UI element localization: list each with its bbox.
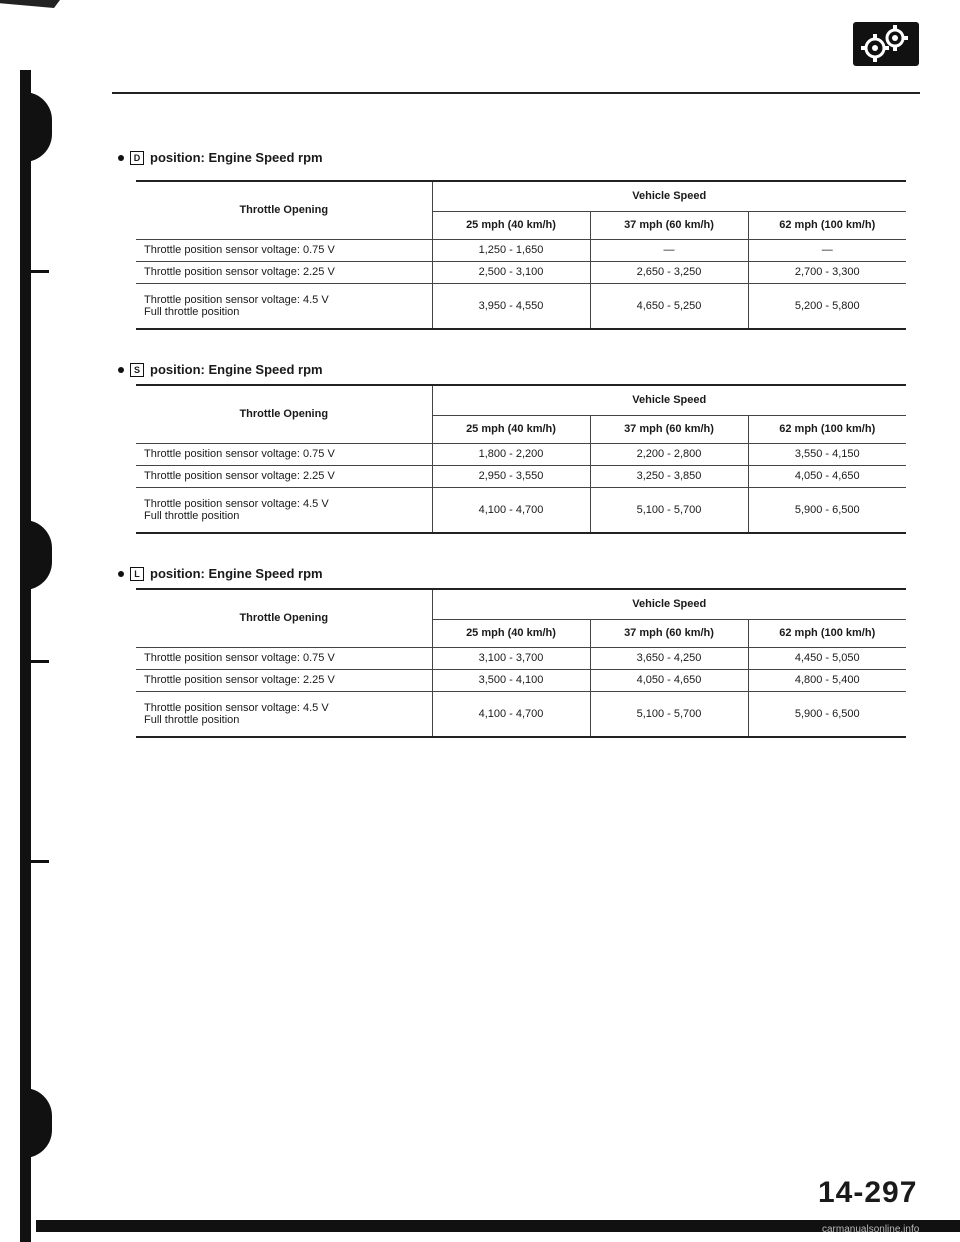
cell-value: 4,050 - 4,650 [748,465,906,487]
row-label: Throttle position sensor voltage: 0.75 V [136,239,432,261]
binding-notch [22,92,52,162]
cell-value: 2,700 - 3,300 [748,261,906,283]
row-label-line-2: Full throttle position [144,713,240,726]
row-label: Throttle position sensor voltage: 2.25 V [136,669,432,691]
cell-value: 4,100 - 4,700 [432,487,590,533]
cell-value: 2,950 - 3,550 [432,465,590,487]
cell-value: 3,100 - 3,700 [432,647,590,669]
row-label-line-2: Full throttle position [144,509,240,522]
position-d-icon: D [130,151,144,165]
cell-value: 4,800 - 5,400 [748,669,906,691]
section-title-d [118,150,323,165]
cell-value: 2,500 - 3,100 [432,261,590,283]
cell-value: 3,550 - 4,150 [748,443,906,465]
cell-value: 1,250 - 1,650 [432,239,590,261]
cell-value: 5,900 - 6,500 [748,691,906,737]
section-title-text: position: Engine Speed rpm [150,150,323,165]
cell-value: 5,100 - 5,700 [590,691,748,737]
table-row [136,647,906,669]
section-title-text: position: Engine Speed rpm [150,566,323,581]
header-vehicle-speed: Vehicle Speed [432,385,906,415]
row-label [136,691,432,737]
row-label [136,283,432,329]
table-row [136,487,906,533]
table-row [136,443,906,465]
position-s-icon: S [130,363,144,377]
section-title-l [118,566,323,581]
binding-edge [20,70,31,1242]
engine-speed-table-l [136,588,906,738]
cell-value: 3,950 - 4,550 [432,283,590,329]
cell-value: 3,250 - 3,850 [590,465,748,487]
table-row [136,691,906,737]
bullet-icon [118,155,124,161]
watermark-text: carmanualsonline.info [822,1224,920,1235]
header-speed-37: 37 mph (60 km/h) [590,619,748,647]
table-row [136,283,906,329]
corner-mark [0,0,60,8]
table-row [136,669,906,691]
header-throttle-opening: Throttle Opening [136,181,432,239]
bullet-icon [118,367,124,373]
cell-value: 4,050 - 4,650 [590,669,748,691]
row-label: Throttle position sensor voltage: 0.75 V [136,647,432,669]
row-label-line-1: Throttle position sensor voltage: 4.5 V [144,701,329,714]
binding-tick [31,860,49,863]
section-title-s [118,362,323,377]
page-number: 14-297 [818,1176,918,1209]
header-vehicle-speed: Vehicle Speed [432,589,906,619]
row-label: Throttle position sensor voltage: 2.25 V [136,465,432,487]
gears-logo-icon [853,22,919,66]
cell-value: 4,650 - 5,250 [590,283,748,329]
position-l-icon: L [130,567,144,581]
cell-value: 5,100 - 5,700 [590,487,748,533]
header-throttle-opening: Throttle Opening [136,385,432,443]
binding-tick [31,270,49,273]
cell-value: — [748,239,906,261]
engine-speed-table-d [136,180,906,330]
header-vehicle-speed: Vehicle Speed [432,181,906,211]
cell-value: 4,100 - 4,700 [432,691,590,737]
row-label: Throttle position sensor voltage: 2.25 V [136,261,432,283]
header-speed-37: 37 mph (60 km/h) [590,415,748,443]
row-label-line-2: Full throttle position [144,305,240,318]
cell-value: 1,800 - 2,200 [432,443,590,465]
cell-value: 2,200 - 2,800 [590,443,748,465]
header-speed-62: 62 mph (100 km/h) [748,619,906,647]
engine-speed-table-s [136,384,906,534]
binding-notch [22,1088,52,1158]
row-label [136,487,432,533]
cell-value: 3,650 - 4,250 [590,647,748,669]
table-row [136,261,906,283]
cell-value: 5,200 - 5,800 [748,283,906,329]
cell-value: 2,650 - 3,250 [590,261,748,283]
cell-value: 5,900 - 6,500 [748,487,906,533]
table-row [136,239,906,261]
row-label: Throttle position sensor voltage: 0.75 V [136,443,432,465]
section-title-text: position: Engine Speed rpm [150,362,323,377]
header-speed-25: 25 mph (40 km/h) [432,415,590,443]
header-speed-25: 25 mph (40 km/h) [432,619,590,647]
header-speed-37: 37 mph (60 km/h) [590,211,748,239]
bullet-icon [118,571,124,577]
header-speed-25: 25 mph (40 km/h) [432,211,590,239]
row-label-line-1: Throttle position sensor voltage: 4.5 V [144,497,329,510]
binding-tick [31,660,49,663]
table-row [136,465,906,487]
cell-value: — [590,239,748,261]
header-speed-62: 62 mph (100 km/h) [748,415,906,443]
cell-value: 4,450 - 5,050 [748,647,906,669]
binding-notch [22,520,52,590]
header-speed-62: 62 mph (100 km/h) [748,211,906,239]
header-rule [112,92,920,94]
header-throttle-opening: Throttle Opening [136,589,432,647]
cell-value: 3,500 - 4,100 [432,669,590,691]
row-label-line-1: Throttle position sensor voltage: 4.5 V [144,293,329,306]
